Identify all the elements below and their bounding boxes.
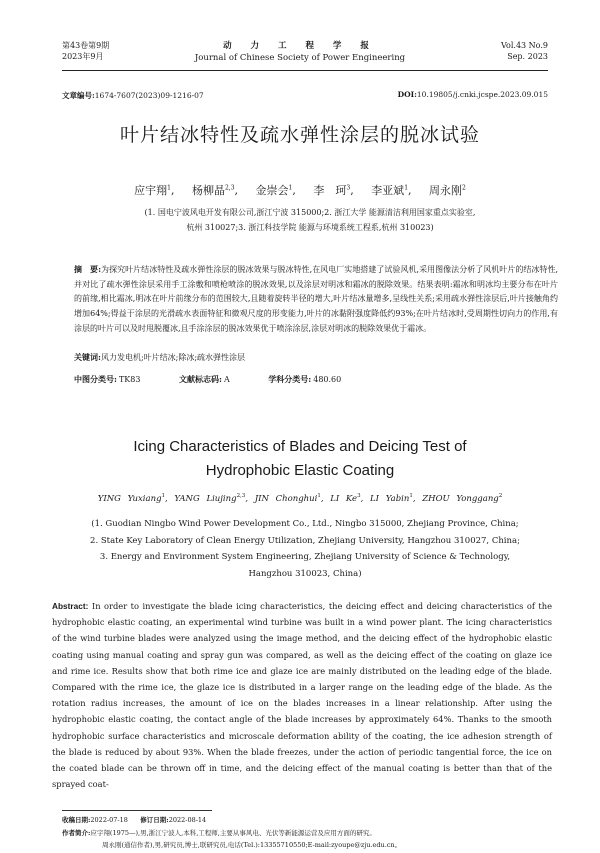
clc-label: 中图分类号:: [74, 374, 117, 384]
affiliation-en: [60, 516, 550, 582]
title-cn: 叶片结冰特性及疏水弹性涂层的脱冰试验: [119, 124, 480, 146]
author-cn: 周永刚$^2$: [429, 184, 466, 197]
affiliation-en-line: 3. Energy and Environment System Engineering, Zhejiang University of Science & Technology,: [99, 552, 511, 562]
affiliation-cn: [80, 205, 540, 235]
doc-code: A: [223, 375, 230, 384]
footnote: [62, 814, 552, 852]
corresponding-info: 男,研究员,博士,联研究员,电话(Tel.):13355710550;E-mail:zyoupe@zju.edu.cn。: [154, 841, 402, 849]
author-cn: 杨柳晶$^{2,3}$,: [191, 184, 239, 197]
affiliation-en-line: 2. State Key Laboratory of Clean Energy Utilization, Zhejiang University, Hangzhou 310027, China;: [90, 535, 520, 546]
author-en: LI Yabin$^1$,: [369, 493, 416, 504]
received-date: 2022-07-18: [90, 816, 128, 824]
author-cn: 李亚斌$^1$,: [371, 184, 412, 197]
affiliation-en-line: (1. Guodian Ningbo Wind Power Development Co., Ltd., Ningbo 315000, Zhejiang Province, China;: [91, 519, 519, 529]
clc: TK83: [118, 375, 141, 384]
subject-label: 学科分类号:: [268, 374, 312, 384]
doi-label: DOI:: [397, 90, 417, 99]
affiliation-en-line: Hangzhou 310023, China): [248, 568, 362, 579]
author-cn: 李 珂$^3$,: [313, 184, 354, 197]
footnote-dates: [62, 814, 552, 827]
author-en: YING Yuxiang$^1$,: [97, 493, 168, 504]
doi: 10.19805/j.cnki.jcspe.2023.09.015: [416, 90, 548, 99]
authors-cn: [0, 182, 600, 198]
received-label: 收稿日期:: [62, 816, 91, 824]
author-bio: 应宇翔(1975—),男,浙江宁波人,本科,工程师,主要从事风电、光伏等新能源运营及应用方面的研究。: [90, 828, 376, 837]
footnote-rule: [62, 810, 212, 811]
abstract-en-text: In order to investigate the blade icing characteristics, the deicing effect and deicing characteristics of the hydrophobic elastic coating, an experimental wind turbine was built in a wind power plant. The icing characteristics of the wind turbine blades were analyzed using the image method, and the deicing effect of the hydrophobic elastic coating using manual coating and spray gun was compared, as well as the deicing effect of the coating on glaze ice and rime ice. Results show that both rime ice and glaze ice are mainly distributed on the leading edge of the blade. Compared with the rime ice, the glaze ice is distributed in a larger range on the leading edge of the blade. As the rotation radius increases, the amount of ice on the blades increases in a linear relationship. After using the hydrophobic elastic coating, the contact angle of the blade increases by approximately 64%. Thanks to the smooth hydrophobic surface characteristics and microscale deformation ability of the coating, the ice adhesion strength of the blade is reduced by about 93%. When the blade freezes, under the action of periodic tangential force, the ice on the coated blade can be thrown off in time, and the deicing effect of the manual coating is better than that of the sprayed coat-: [52, 601, 552, 790]
header-rule: [62, 70, 548, 71]
keywords-cn-label: 关键词:: [74, 352, 101, 362]
date-en: Sep. 2023: [507, 52, 548, 61]
corresponding-label: 周永刚(通信作者),: [102, 841, 155, 849]
author-en: JIN Chonghui$^1$,: [254, 493, 324, 504]
classification-cn: [74, 374, 554, 385]
subject: 480.60: [313, 375, 342, 384]
header-right: [501, 40, 548, 62]
abstract-en-label: Abstract:: [52, 601, 89, 611]
abstract-cn-label: 摘 要:: [74, 264, 102, 274]
affiliation-cn-line: (1. 国电宁波风电开发有限公司,浙江宁波 315000;2. 浙江大学 能源清洁利用国家重点实验室,: [144, 208, 476, 217]
author-bio-label: 作者简介:: [62, 828, 91, 837]
article-meta: [62, 90, 548, 101]
keywords-cn-text: 风力发电机;叶片结冰;除冰;疏水弹性涂层: [100, 353, 246, 362]
footnote-author: [62, 827, 552, 840]
journal-name-en: Journal of Chinese Society of Power Engineering: [194, 53, 406, 63]
author-cn: 金崇会$^1$,: [255, 184, 296, 197]
date-cn: 2023年9月: [62, 52, 104, 61]
revised-label: 修订日期:: [140, 816, 169, 824]
abstract-en: [52, 598, 552, 792]
author-en: LI Ke$^3$,: [330, 493, 364, 504]
authors-en: [0, 493, 600, 504]
title-en: [0, 435, 600, 483]
author-en: ZHOU Yonggang$^2$: [422, 493, 503, 504]
journal-name-cn: 动 力 工 程 学 报: [223, 41, 377, 51]
author-cn: 应宇翔$^1$,: [134, 184, 175, 197]
journal-header: [0, 40, 600, 68]
affiliation-cn-line: 杭州 310027;3. 浙江科技学院 能源与环境系统工程系,杭州 310023): [186, 223, 434, 232]
footnote-corresponding: [62, 839, 552, 852]
abstract-cn: [74, 262, 558, 337]
keywords-cn: [74, 352, 554, 363]
doc-code-label: 文献标志码:: [179, 374, 222, 384]
volume-en: Vol.43 No.9: [501, 41, 548, 50]
title-en-line: Icing Characteristics of Blades and Deicing Test of: [133, 438, 467, 455]
title-en-line: Hydrophobic Elastic Coating: [205, 462, 395, 479]
article-no: 1674-7607(2023)09-1216-07: [94, 91, 204, 100]
volume-cn: 第43卷第9期: [62, 41, 110, 50]
revised-date: 2022-08-14: [168, 816, 207, 824]
author-en: YANG Liujing$^{2,3}$,: [174, 493, 249, 504]
article-no-label: 文章编号:: [62, 91, 95, 100]
abstract-cn-text: 为探究叶片结冰特性及疏水弹性涂层的脱冰效果与脱冰特性,在风电厂实地搭建了试验风机,采用图像法分析了风机叶片的结冰特性,并对比了疏水弹性涂层采用手工涂敷和喷枪喷涂的脱冰效果,以及涂层对明冰和霜冰的脱除效果。结果表明:霜冰和明冰均主要分布在叶片的前缘,相比霜冰,明冰在叶片前缘分布的范围较大,且随着旋转半径的增大,叶片结冰量增多,呈线性关系;采用疏水弹性涂层后,叶片接触角约增加64%;得益于涂层的光滑疏水表面特征和微观尺度的形变能力,叶片的冰黏附强度降低约93%;在叶片结冰时,受周期性切向力的作用,有涂层的叶片可以及时甩脱覆冰,且手涂涂层的脱冰效果优于喷涂涂层,涂层对明冰的脱除效果优于霜冰。: [74, 265, 559, 333]
